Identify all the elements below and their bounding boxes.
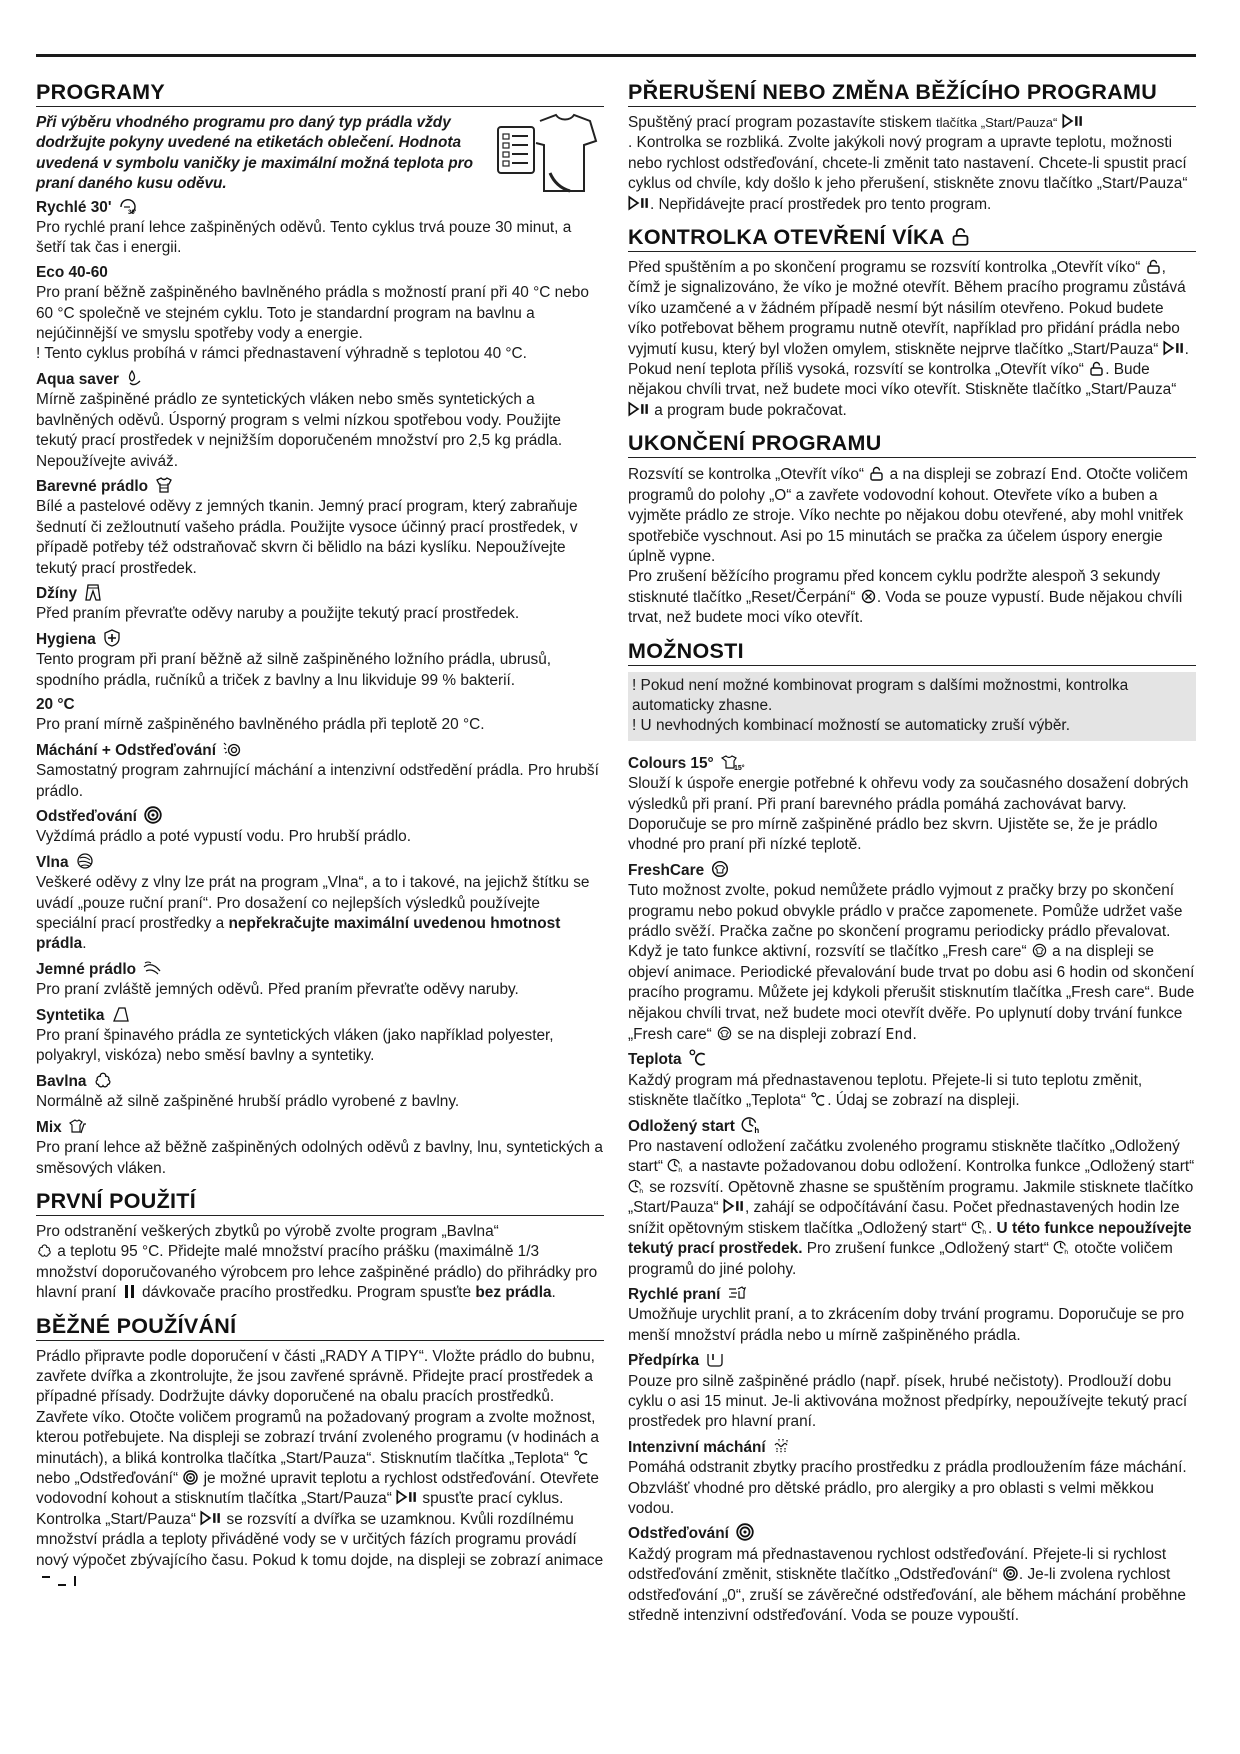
program-title: Barevné prádlo (36, 477, 149, 495)
delay-text-6: Pro zrušení funkce „Odložený start“ (802, 1240, 1054, 1258)
program-bavlna (36, 1071, 604, 1113)
jeans-icon (84, 583, 102, 601)
program-title: Eco 40-60 (36, 263, 108, 281)
heading-moznosti: MOŽNOSTI (628, 639, 1196, 666)
option-predpirka (628, 1350, 1196, 1433)
option-title: FreshCare (628, 861, 705, 879)
program-desc (36, 873, 604, 955)
program-desc: Pro praní zvláště jemných oděvů. Před praním převraťte oděvy naruby. (36, 981, 519, 999)
delay-text-2: a nastavte požadovanou dobu odložení. Kontrolka funkce „Odložený start“ (684, 1158, 1195, 1176)
program-desc: Vyždímá prádlo a poté vypustí vodu. Pro hrubší prádlo. (36, 828, 411, 846)
preruseni-text-1: Spuštěný prací program pozastavíte stiskem (628, 114, 936, 131)
option-title: Colours 15° (628, 754, 714, 772)
ukonceni-text-5: . Voda se pouze vypustí. Bude nějakou chvíli trvat, než budete moci víko otevřít. (628, 588, 1183, 627)
program-desc-tail: . (82, 935, 87, 953)
lid-lock-icon (1089, 361, 1104, 376)
program-title: Hygiena (36, 630, 96, 648)
shirt-label-icon (490, 113, 596, 193)
program-20c (36, 695, 604, 736)
option-title: Předpírka (628, 1352, 700, 1370)
section-prvni-pouziti (36, 1189, 604, 1304)
program-desc-bold: nepřekračujte maximální uvedenou hmotnost prádla (36, 915, 561, 953)
program-desc: Před praním převraťte oděvy naruby a použijte tekutý prací prostředek. (36, 605, 520, 623)
section-bezne-pouzivani (36, 1314, 604, 1592)
option-desc: Slouží k úspoře energie potřebné k ohřevu vody za současného dosažení dobrých výsledků při praní. Při praní barevného prádla pomáhá zachovávat barvy. Doporučuje se pro mírně zašpiněné prádlo bez skvrn. Ujistěte se, že je prádlo vhodné pro praní při nízké teplotě. (628, 775, 1189, 854)
section-kontrolka (628, 225, 1196, 421)
section-preruseni (628, 80, 1196, 215)
prvni-text-3: dávkovače pracího prostředku. Program spusťte (137, 1284, 476, 1302)
spin-icon (736, 1523, 754, 1541)
program-title: Bavlna (36, 1072, 87, 1090)
delicates-icon (143, 959, 161, 977)
kontrolka-text-3: . Pokud není teplota příliš vysoká, rozsvítí se kontrolka „Otevřít víko“ (628, 340, 1189, 379)
program-desc-text: Veškeré oděvy z vlny lze prát na program „Vlna“, a to i takové, na jejichž štítku se uvádí „pouze ruční praní“. Pro dosažení co nejlepších výsledků používejte speciální prací prostředky a (36, 874, 590, 933)
spin-icon (1003, 1566, 1018, 1581)
spin-text-1: Každý program má přednastavenou rychlost odstřeďování. Přejete-li si rychlost odstřeďování změnit, stiskněte tlačítko „Odstřeďování“ (628, 1545, 1167, 1584)
ukonceni-text-a (628, 464, 1196, 567)
spin-text-2: . Je-li zvolena rychlost odstřeďování „0“, zruší se závěrečné odstřeďování, ale během máchání proběhne středně intenzivní odstřeďování. Voda se pouze vypouští. (628, 1566, 1186, 1624)
program-desc: Pro praní běžně zašpiněného bavlněného prádla s možností praní při 40 °C nebo 60 °C společně ve stejném cyklu. Toto je standardní program na bavlnu a nejúčinnější ve smyslu spotřeby vody a energie. (36, 284, 589, 343)
fresh-text-3: se na displeji zobrazí (733, 1026, 886, 1044)
bezne-text-2: nebo „Odstřeďování“ (36, 1469, 183, 1487)
prvni-pouziti-text (36, 1222, 604, 1304)
kontrolka-text-5: a program bude pokračovat. (650, 401, 847, 419)
heading-kontrolka-text: KONTROLKA OTEVŘENÍ VÍKA (628, 225, 944, 250)
option-title: Intenzivní máchání (628, 1438, 766, 1456)
start-pause-icon (200, 1511, 222, 1525)
program-desc: Pro rychlé praní lehce zašpiněných oděvů. Tento cyklus trvá pouze 30 minut, a šetří tak čas i energii. (36, 219, 572, 257)
program-desc: Pro praní lehce až běžně zašpiněných odolných oděvů z bavlny, lnu, syntetických a směsových vláken. (36, 1139, 603, 1177)
delay-text-4: , zahájí se odpočítávání času. Počet přednastavených hodin lze snížit opětovným stiskem tlačítka „Odložený start“ (628, 1199, 1180, 1237)
hygiene-icon (103, 629, 121, 647)
coloured-laundry-icon (155, 476, 173, 494)
temperature-icon (689, 1049, 707, 1067)
heading-bezne-pouzivani: BĚŽNÉ POUŽÍVÁNÍ (36, 1314, 604, 1341)
colours15-icon (721, 753, 743, 771)
spin-icon (183, 1470, 198, 1485)
program-barevne-pradlo (36, 476, 604, 579)
ukonceni-text-1: Rozsvítí se kontrolka „Otevřít víko“ (628, 466, 869, 484)
fresh-text-1: Tuto možnost zvolte, pokud nemůžete prádlo vyjmout z pračky brzy po skončení programu nebo pokud obvykle prádlo v pračce zapomenete. Pomůže udržet vaše prádlo svěží. Pračka začne po skončení programu periodicky prádlo převalovat. Když je tato funkce aktivní, rozsvítí se tlačítko „Fresh care“ (628, 882, 1183, 961)
program-title: Aqua saver (36, 370, 119, 388)
program-desc: Normálně až silně zašpiněné hrubší prádlo vyrobené z bavlny. (36, 1093, 460, 1111)
cotton-icon (94, 1071, 112, 1089)
prvni-text-1: Pro odstranění veškerých zbytků po výrobě zvolte program „Bavlna“ (36, 1222, 499, 1240)
option-freshcare (628, 860, 1196, 1046)
svg-text:15°: 15° (733, 764, 745, 772)
program-title: Máchání + Odstřeďování (36, 741, 216, 759)
prvni-text-2: a teplotu 95 °C. Přidejte malé množství pracího prášku (maximálně 1/3 množství doporučovaného výrobcem pro lehce zašpiněné prádlo) do přihrádky pro hlavní praní (36, 1243, 598, 1302)
start-pause-icon (396, 1490, 418, 1504)
option-title: Odstřeďování (628, 1525, 729, 1543)
option-odstredovani (628, 1523, 1196, 1626)
delay-start-icon (668, 1158, 683, 1173)
program-title: Mix (36, 1118, 62, 1136)
bezne-pouzivani-text (36, 1347, 604, 1592)
temperature-icon (811, 1092, 826, 1107)
program-dziny (36, 583, 604, 625)
wool-icon (76, 852, 94, 870)
delay-text-5: . (987, 1219, 997, 1237)
left-column (36, 80, 604, 1601)
program-title: Vlna (36, 853, 69, 871)
moznosti-note-1: ! Pokud není možné kombinovat program s dalšími možnostmi, kontrolka automaticky zhasne. (632, 676, 1129, 714)
heading-ukonceni: UKONČENÍ PROGRAMU (628, 431, 1196, 458)
lid-lock-icon (869, 466, 884, 481)
option-desc: Umožňuje urychlit praní, a to zkrácením doby trvání programu. Doporučuje se pro menší množství prádla nebo u mírně zašpiněného prádla. (628, 1306, 1185, 1344)
start-pause-icon (1163, 341, 1185, 355)
temperature-icon (574, 1450, 589, 1465)
display-animation-icon (36, 1574, 84, 1588)
section-programy (36, 80, 604, 1179)
program-desc: Bílé a pastelové oděvy z jemných tkanin. Jemný prací program, který zabraňuje šednutí či zežloutnutí vašeho prádla. Použijte vysoce účinný prací prostředek, v případě potřeby též odstraňovač skvrn či bělidlo na bázi kyslíku. Nepoužívejte tekutý prací prostředek. (36, 498, 578, 577)
delay-bold: U této funkce nepoužívejte tekutý prací prostředek. (628, 1219, 1192, 1258)
program-jemne-pradlo (36, 959, 604, 1001)
moznosti-note-box (628, 672, 1196, 741)
option-desc: Tuto možnost zvolte, pokud nemůžete prádlo vyjmout z pračky brzy po skončení programu nebo pokud obvykle prádlo v pračce zapomenete. Pomůže udržet vaše prádlo svěží. Pračka začne po skončení programu periodicky prádlo převalovat. Když je tato funkce aktivní, rozsvítí se tlačítko „Fresh care“ a na displeji se objeví animace. Periodické převalování bude trvat po dobu asi 6 hodin od skončení pracího programu. Můžete jej kdykoli přerušit stisknutím tlačítka „Fresh care“. Bude nějakou chvíli trvat, než budete moci otevřít dvěře. Po uplynutí doby trvání funkce „Fresh care“ se na displeji zobrazí End. (628, 882, 1195, 1044)
option-odlozeny-start (628, 1116, 1196, 1280)
section-ukonceni (628, 431, 1196, 628)
programy-intro-text: Při výběru vhodného programu pro daný typ prádla vždy dodržujte pokyny uvedené na etiketách oblečení. Hodnota uvedená v symbolu vaničky je maximální možná teplota pro praní daného kusu oděvu. (36, 114, 474, 193)
delay-start-icon (1054, 1240, 1069, 1255)
option-desc (628, 1545, 1196, 1627)
rapid-wash-icon (728, 1284, 746, 1302)
svg-text:30': 30' (127, 209, 136, 216)
start-pause-icon (1062, 114, 1084, 128)
program-eco-40-60 (36, 263, 604, 365)
ukonceni-text-3: . Otočte voličem programů do polohy „O“ a zavřete vodovodní kohout. Otevřete víko a buben a vyjměte prádlo ze stroje. Víko nechte po nějakou dobu otevřené, aby mohl vnitřek spotřebiče vyschnout. Asi po 15 minutách se pračka za účelem úspory energie úplně vypne. (628, 466, 1188, 565)
quick30-icon (119, 197, 137, 215)
start-pause-icon (723, 1199, 745, 1213)
option-teplota (628, 1049, 1196, 1111)
intensive-rinse-icon (773, 1437, 791, 1455)
fresh-text-2: a na displeji se objeví animace. Periodické převalování bude trvat po dobu asi 6 hodin od skončení pracího programu. Můžete jej kdykoli přerušit stisknutím tlačítka „Fresh care“. Bude nějakou chvíli trvat, než budete moci otevřít dvěře. Po uplynutí doby trvání funkce „Fresh care“ (628, 943, 1195, 1044)
bezne-text-3: je možné upravit teplotu a rychlost odstřeďování. Otevřete vodovodní kohout a stisknutím tlačítka „Start/Pauza“ (36, 1469, 599, 1508)
program-title: Syntetika (36, 1006, 105, 1024)
spin-icon (144, 806, 162, 824)
option-title: Rychlé praní (628, 1285, 721, 1303)
ukonceni-text-b (628, 567, 1196, 628)
prvni-end: . (551, 1284, 556, 1302)
section-moznosti (628, 639, 1196, 1627)
rinse-spin-icon (223, 740, 241, 758)
preruseni-button-ref: tlačítka „Start/Pauza“ (935, 115, 1058, 130)
heading-programy: PROGRAMY (36, 80, 604, 107)
top-rule (36, 54, 1196, 57)
program-desc: Mírně zašpiněné prádlo ze syntetických vláken nebo směs syntetických a bavlněných oděvů. Úsporný program s velmi nízkou spotřebou vody. Použijte tekutý prací prostředek v nejnižším doporučeném množství pro 2,5 kg prádla. Nepoužívejte aviváž. (36, 391, 563, 470)
main-wash-compartment-icon (122, 1284, 137, 1299)
end-display-text: End (1050, 465, 1078, 484)
program-desc: Pro praní mírně zašpiněného bavlněného prádla při teplotě 20 °C. (36, 716, 485, 734)
mix-icon (69, 1117, 87, 1135)
option-desc (628, 1071, 1196, 1112)
start-pause-icon (628, 402, 650, 416)
heading-prvni-pouziti: PRVNÍ POUŽITÍ (36, 1189, 604, 1216)
kontrolka-text-4: . Bude nějakou chvíli trvat, než budete moci víko otevřít. Stiskněte tlačítko „Start/Pauza“ (628, 361, 1177, 399)
teplota-text-1: Každý program má přednastavenou teplotu. Přejete-li si tuto teplotu změnit, stiskněte tlačítko „Teplota“ (628, 1071, 1143, 1110)
preruseni-text-3: . Nepřidávejte prací prostředek pro tento program. (650, 195, 992, 213)
program-mix (36, 1117, 604, 1179)
option-intenzivni-machani (628, 1437, 1196, 1520)
program-title: 20 °C (36, 695, 75, 713)
prvni-bold: bez prádla (475, 1284, 552, 1302)
option-desc: Pouze pro silně zašpiněné prádlo (např. písek, hrubé nečistoty). Prodlouží dobu cyklu o asi 15 minut. Je-li aktivována možnost předpírky, nepoužívejte tekutý prací prostředek pro hlavní praní. (628, 1372, 1188, 1431)
program-title: Jemné prádlo (36, 960, 137, 978)
kontrolka-text (628, 258, 1196, 421)
option-desc: Pomáhá odstranit zbytky pracího prostředku z prádla prodloužením fáze máchání. Obzvlášť vhodné pro dětské prádlo, pro alergiky a pro oblasti s velmi měkkou vodou. (628, 1459, 1187, 1517)
program-machani-odstredovani (36, 740, 604, 802)
bezne-text-4: spusťte prací cyklus. Kontrolka „Start/Pauza“ (36, 1490, 564, 1528)
delay-start-icon (742, 1116, 760, 1134)
delay-start-icon (629, 1179, 644, 1194)
prewash-icon (706, 1350, 724, 1368)
freshcare-icon (717, 1026, 732, 1041)
program-desc: Samostatný program zahrnující máchání a intenzivní odstředění prádla. Pro hrubší prádlo. (36, 762, 599, 800)
program-vlna (36, 852, 604, 955)
ukonceni-text-2: a na displeji se zobrazí (885, 466, 1051, 484)
delay-start-icon (972, 1220, 987, 1235)
preruseni-text-2: . Kontrolka se rozbliká. Zvolte jakýkoli nový program a upravte teplotu, možnosti nebo rychlost odstřeďování, chcete-li změnit tato nastavení. Chcete-li spustit prací cyklus od chvíle, kdy došlo k jeho přerušení, stiskněte znovu tlačítko „Start/Pauza“ (628, 134, 1188, 193)
option-title: Odložený start (628, 1117, 735, 1135)
delay-text-3: se rozsvítí. Opětovně zhasne se spuštěním programu. Jakmile stisknete tlačítko „Start/Pauza“ (628, 1178, 1194, 1217)
delay-text-1: Pro nastavení odložení začátku zvoleného programu stiskněte tlačítko „Odložený start“ (628, 1138, 1180, 1176)
right-column (628, 80, 1196, 1636)
heading-kontrolka (628, 225, 1196, 252)
program-odstredovani (36, 806, 604, 848)
delay-text-7: otočte voličem programů do jiné polohy. (628, 1240, 1173, 1278)
program-title: Džíny (36, 584, 78, 602)
program-aqua-saver (36, 369, 604, 472)
teplota-text-2: . Údaj se zobrazí na displeji. (827, 1092, 1020, 1110)
start-pause-icon (628, 196, 650, 210)
lid-lock-icon (951, 227, 970, 246)
kontrolka-text-2: , čímž je signalizováno, že víko je možné otevřít. Během pracího programu zůstává víko uzamčené a v žádném případě nesmí být násilím otevřeno. Pokud budete víko potřebovat během programu nutně otevřít, například pro přidání prádla nebo vyjmutí kusu, který byl vložen omylem, stiskněte nejprve tlačítko „Start/Pauza“ (628, 259, 1186, 358)
bezne-text-1: Prádlo připravte podle doporučení v části „RADY A TIPY“. Vložte prádlo do bubnu, zavřete dvířka a zkontrolujte, že jsou zavřené správně. Přidejte prací prostředek a případné přísady. Dodržujte dávky doporučené na obalu pracích prostředků. Zavřete víko. Otočte voličem programů na požadovaný program a zvolte možnost, kterou potřebujete. Na displeji se zobrazí trvání zvoleného programu (v hodinách a minutách), a bliká kontrolka tlačítka „Start/Pauza“. Stisknutím tlačítka „Teplota“ (36, 1347, 599, 1467)
program-rychle-30 (36, 197, 604, 259)
freshcare-icon (711, 860, 729, 878)
synthetics-icon (112, 1005, 130, 1023)
heading-preruseni: PŘERUŠENÍ NEBO ZMĚNA BĚŽÍCÍHO PROGRAMU (628, 80, 1196, 107)
freshcare-icon (1032, 943, 1047, 958)
program-hygiena (36, 629, 604, 691)
kontrolka-text-1: Před spuštěním a po skončení programu se rozsvítí kontrolka „Otevřít víko“ (628, 259, 1145, 277)
preruseni-text (628, 113, 1196, 215)
end-display-text: End (885, 1025, 913, 1044)
program-title: Rychlé 30' (36, 198, 112, 216)
aqua-saver-icon (126, 369, 144, 387)
program-note: ! Tento cyklus probíhá v rámci přednastavení výhradně s teplotou 40 °C. (36, 345, 527, 363)
program-desc: Tento program při praní běžně až silně zašpiněného ložního prádla, ubrusů, spodního prádla, ručníků a triček z bavlny a lnu likviduje 99 % bakterií. (36, 651, 552, 689)
option-colours-15 (628, 753, 1196, 856)
moznosti-note-2: ! U nevhodných kombinací možností se automaticky zruší výběr. (632, 717, 1070, 735)
cotton-icon (37, 1243, 52, 1258)
program-desc: Pro praní špinavého prádla ze syntetických vláken (jako například polyester, polyakryl, viskóza) nebo směsí bavlny a syntetiky. (36, 1027, 554, 1065)
option-rychle-prani (628, 1284, 1196, 1346)
lid-lock-icon (1146, 259, 1161, 274)
program-title: Odstřeďování (36, 808, 137, 825)
ukonceni-text-4: Pro zrušení běžícího programu před koncem cyklu podržte alespoň 3 sekundy stisknuté tlačítko „Reset/Čerpání“ (628, 568, 1161, 606)
option-title: Teplota (628, 1051, 682, 1069)
program-syntetika (36, 1005, 604, 1067)
reset-drain-icon (861, 589, 876, 604)
option-desc (628, 1137, 1196, 1280)
programy-intro (36, 113, 486, 195)
bezne-text-5: se rozsvítí a dvířka se uzamknou. Kvůli rozdílnému množství prádla a teploty přiváděné vody se v určitých fázích programu provádí nový výpočet zbývajícího času. Pokud k tomu dojde, na displeji se zobrazí animace (36, 1510, 604, 1569)
